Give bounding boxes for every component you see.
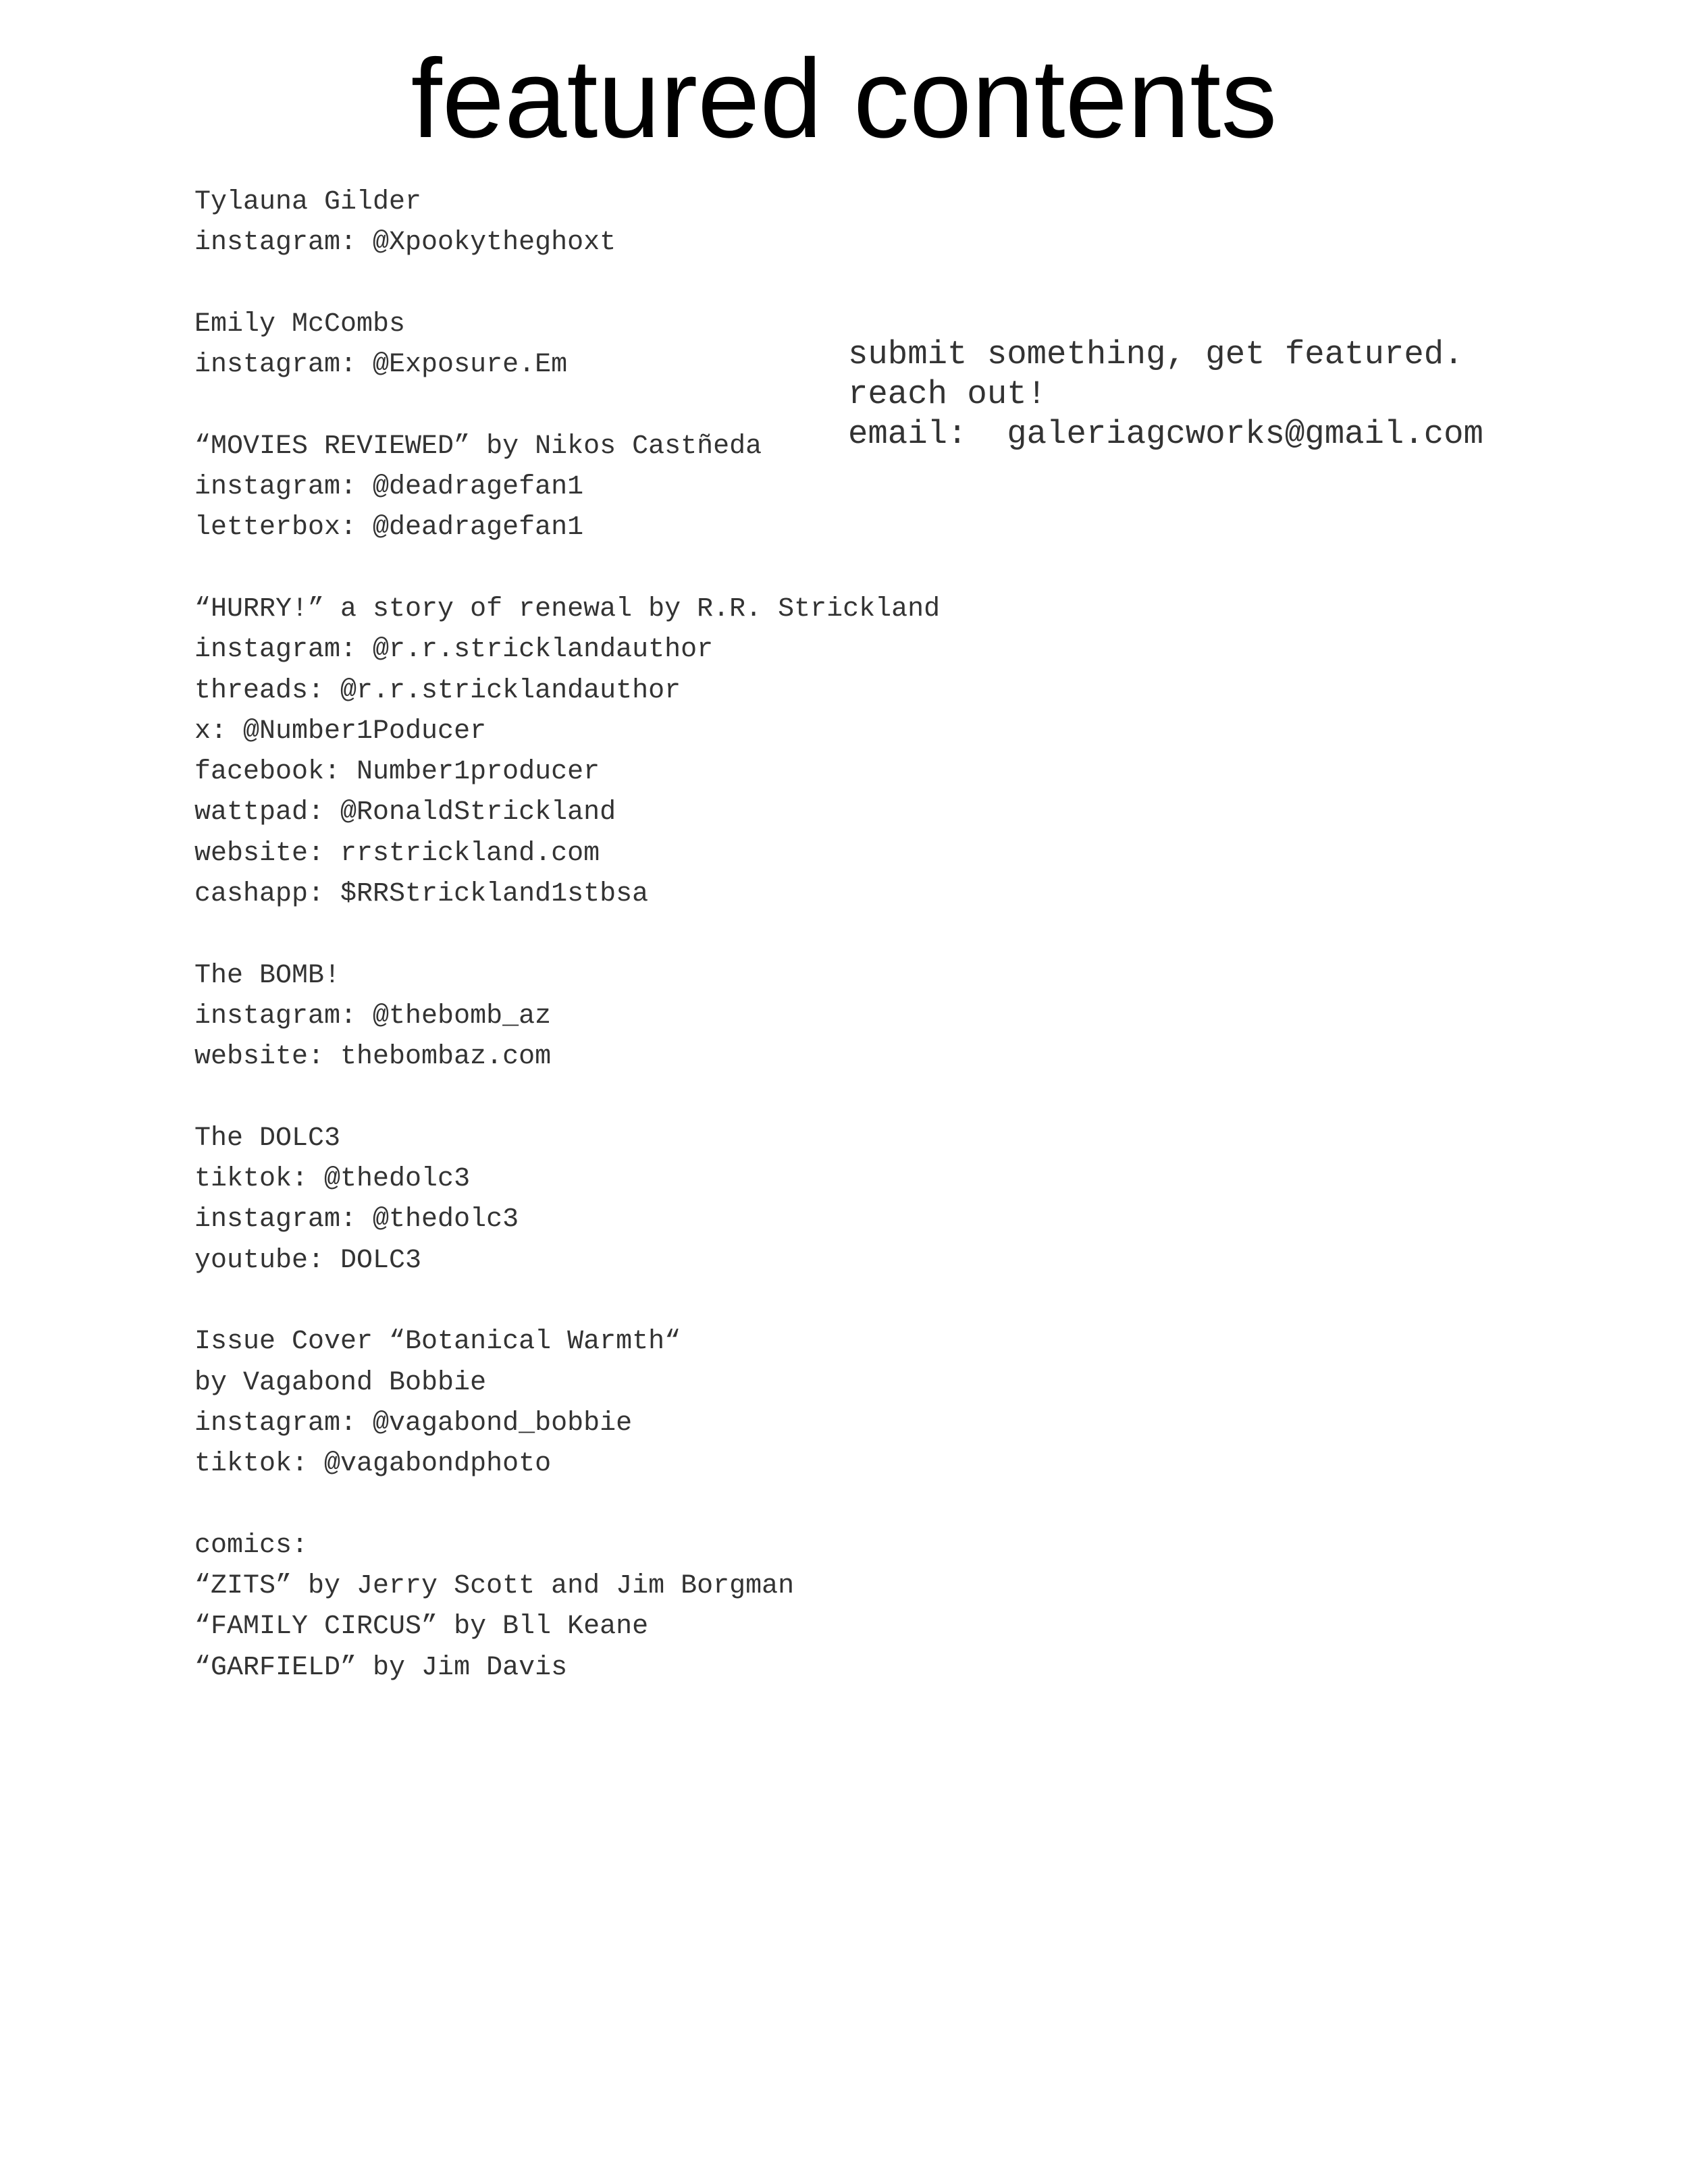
credit-line: instagram: @Xpookytheghoxt [194,228,616,259]
credit-heading: Issue Cover “Botanical Warmth“ [194,1327,681,1358]
credit-heading: Emily McCombs [194,309,406,340]
page-title: featured contents [411,36,1277,161]
credit-heading: The DOLC3 [194,1123,341,1154]
credit-line: “FAMILY CIRCUS” by Bll Keane [194,1612,649,1643]
credit-line: by Vagabond Bobbie [194,1367,487,1398]
credit-line: cashapp: $RRStrickland1stbsa [194,879,649,910]
credit-line: facebook: Number1producer [194,757,600,788]
credit-line: website: thebombaz.com [194,1042,552,1073]
submit-callout-line: reach out! [848,375,1047,413]
credit-block [194,956,1140,1078]
credit-block [194,589,1140,915]
credit-line: tiktok: @vagabondphoto [194,1449,552,1480]
credit-line: instagram: @vagabond_bobbie [194,1408,633,1439]
credit-block [194,1322,1140,1485]
credit-heading: The BOMB! [194,960,341,991]
credit-line: instagram: @thebomb_az [194,1001,552,1032]
credit-heading: “MOVIES REVIEWED” by Nikos Castñeda [194,431,762,462]
credit-line: “GARFIELD” by Jim Davis [194,1652,568,1683]
contact-email: email: galeriagcworks@gmail.com [848,415,1483,453]
credit-block [194,182,1140,264]
credit-line: letterbox: @deadragefan1 [194,512,584,543]
credit-line: threads: @r.r.stricklandauthor [194,675,681,706]
credit-heading: comics: [194,1530,309,1561]
credit-line: wattpad: @RonaldStrickland [194,797,616,828]
submit-callout-line: submit something, get featured. [848,336,1464,373]
credit-line: “ZITS” by Jerry Scott and Jim Borgman [194,1571,795,1602]
credit-block [194,1526,1140,1688]
credit-line: instagram: @r.r.stricklandauthor [194,635,714,666]
credit-line: tiktok: @thedolc3 [194,1164,471,1195]
credit-line: x: @Number1Poducer [194,716,487,747]
credit-line: youtube: DOLC3 [194,1245,422,1276]
credit-line: instagram: @thedolc3 [194,1204,519,1235]
credit-block [194,1119,1140,1281]
submit-callout [848,335,1658,454]
credit-line: instagram: @Exposure.Em [194,350,568,381]
credit-line: website: rrstrickland.com [194,838,600,869]
credit-heading: Tylauna Gilder [194,187,422,217]
credit-line: instagram: @deadragefan1 [194,472,584,503]
credit-heading: “HURRY!” a story of renewal by R.R. Strickland [194,593,941,624]
